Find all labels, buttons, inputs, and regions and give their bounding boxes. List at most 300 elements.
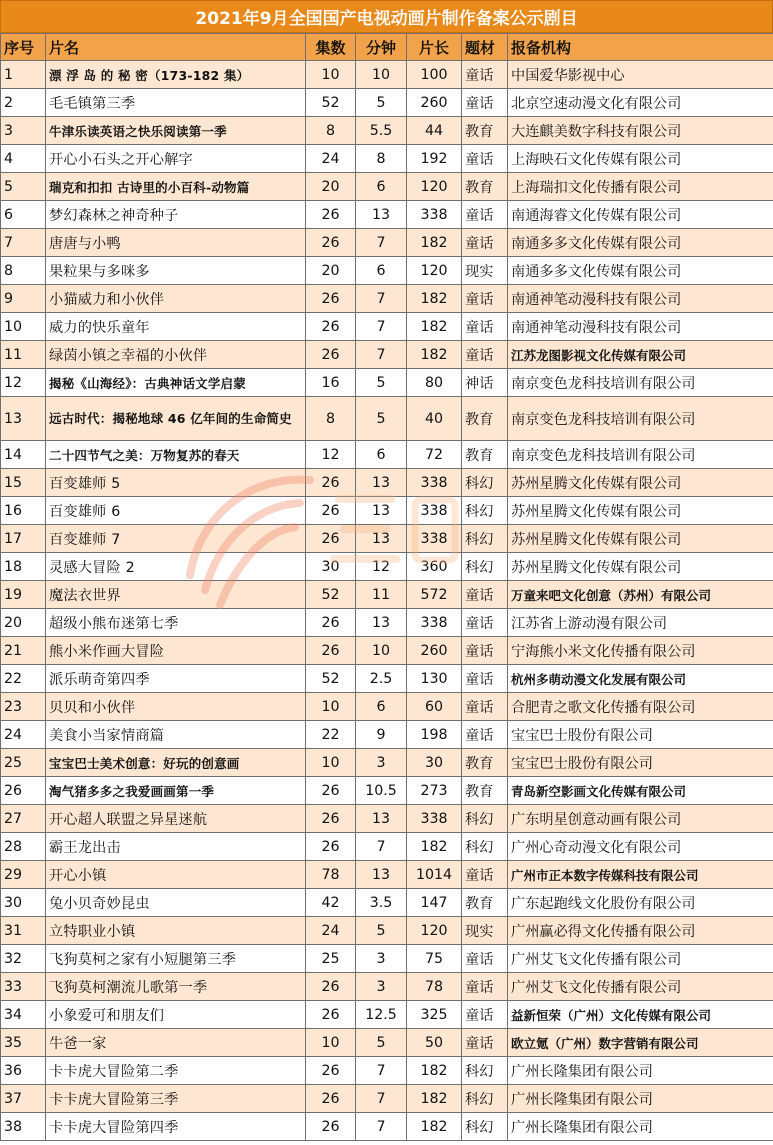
cell-no: 33 [1, 973, 46, 1001]
cell-no: 35 [1, 1029, 46, 1057]
cell-minutes: 3 [356, 749, 407, 777]
table-row [1, 497, 773, 525]
cell-no: 11 [1, 341, 46, 369]
cell-episodes: 20 [306, 173, 356, 201]
cell-no: 27 [1, 805, 46, 833]
cell-genre: 童话 [462, 145, 508, 173]
cell-episodes: 52 [306, 665, 356, 693]
cell-length: 130 [407, 665, 462, 693]
table-row [1, 609, 773, 637]
cell-no: 17 [1, 525, 46, 553]
table-row [1, 945, 773, 973]
cell-no: 4 [1, 145, 46, 173]
cell-name: 百变雄师 7 [46, 525, 306, 553]
cell-no: 2 [1, 89, 46, 117]
cell-minutes: 9 [356, 721, 407, 749]
cell-minutes: 13 [356, 469, 407, 497]
cell-minutes: 5 [356, 89, 407, 117]
cell-name: 威力的快乐童年 [46, 313, 306, 341]
cell-genre: 教育 [462, 441, 508, 469]
table-row [1, 525, 773, 553]
cell-name: 卡卡虎大冒险第三季 [46, 1085, 306, 1113]
cell-org: 广州艾飞文化传播有限公司 [508, 973, 773, 1001]
table-row [1, 441, 773, 469]
cell-length: 30 [407, 749, 462, 777]
cell-org: 苏州星腾文化传媒有限公司 [508, 497, 773, 525]
col-header-org: 报备机构 [508, 34, 773, 61]
cell-org: 欧立氪（广州）数字营销有限公司 [508, 1029, 773, 1057]
cell-episodes: 26 [306, 313, 356, 341]
cell-name: 淘气猪多多之我爱画画第一季 [46, 777, 306, 805]
cell-no: 13 [1, 397, 46, 441]
cell-length: 182 [407, 1085, 462, 1113]
cell-minutes: 6 [356, 173, 407, 201]
cell-episodes: 10 [306, 61, 356, 89]
cell-genre: 童话 [462, 89, 508, 117]
cell-org: 上海映石文化传媒有限公司 [508, 145, 773, 173]
cell-name: 毛毛镇第三季 [46, 89, 306, 117]
cell-episodes: 26 [306, 1113, 356, 1141]
cell-genre: 科幻 [462, 1085, 508, 1113]
cell-episodes: 26 [306, 609, 356, 637]
cell-genre: 科幻 [462, 805, 508, 833]
cell-name: 瑞克和扣扣 古诗里的小百科-动物篇 [46, 173, 306, 201]
cell-episodes: 10 [306, 1029, 356, 1057]
cell-no: 9 [1, 285, 46, 313]
cell-no: 38 [1, 1113, 46, 1141]
cell-org: 青岛新空影画文化传媒有限公司 [508, 777, 773, 805]
cell-no: 22 [1, 665, 46, 693]
cell-length: 338 [407, 469, 462, 497]
cell-no: 1 [1, 61, 46, 89]
table-row [1, 973, 773, 1001]
cell-minutes: 10.5 [356, 777, 407, 805]
cell-name: 小象爱可和朋友们 [46, 1001, 306, 1029]
cell-length: 260 [407, 89, 462, 117]
cell-name: 唐唐与小鸭 [46, 229, 306, 257]
cell-org: 南通海睿文化传媒有限公司 [508, 201, 773, 229]
cell-genre: 童话 [462, 609, 508, 637]
cell-name: 牛津乐读英语之快乐阅读第一季 [46, 117, 306, 145]
table-row [1, 721, 773, 749]
cell-episodes: 26 [306, 1001, 356, 1029]
cell-org: 广州市正本数字传媒科技有限公司 [508, 861, 773, 889]
cell-name: 小猫威力和小伙伴 [46, 285, 306, 313]
cell-length: 100 [407, 61, 462, 89]
cell-org: 广州长隆集团有限公司 [508, 1057, 773, 1085]
cell-genre: 科幻 [462, 525, 508, 553]
table-row [1, 581, 773, 609]
cell-length: 273 [407, 777, 462, 805]
cell-name: 超级小熊布迷第七季 [46, 609, 306, 637]
table-row [1, 61, 773, 89]
cell-minutes: 5 [356, 917, 407, 945]
cell-org: 大连麒美数字科技有限公司 [508, 117, 773, 145]
cell-episodes: 26 [306, 229, 356, 257]
cell-minutes: 13 [356, 497, 407, 525]
cell-episodes: 24 [306, 917, 356, 945]
cell-org: 苏州星腾文化传媒有限公司 [508, 469, 773, 497]
cell-minutes: 7 [356, 1085, 407, 1113]
cell-length: 80 [407, 369, 462, 397]
cell-episodes: 26 [306, 973, 356, 1001]
table-row [1, 201, 773, 229]
cell-org: 广州艾飞文化传播有限公司 [508, 945, 773, 973]
cell-org: 宝宝巴士股份有限公司 [508, 721, 773, 749]
cell-genre: 童话 [462, 201, 508, 229]
cell-episodes: 20 [306, 257, 356, 285]
cell-genre: 童话 [462, 61, 508, 89]
cell-minutes: 5 [356, 1029, 407, 1057]
cell-org: 北京空速动漫文化有限公司 [508, 89, 773, 117]
cell-org: 宁海熊小米文化传播有限公司 [508, 637, 773, 665]
cell-length: 78 [407, 973, 462, 1001]
table-row [1, 833, 773, 861]
cell-length: 40 [407, 397, 462, 441]
cell-genre: 现实 [462, 257, 508, 285]
cell-minutes: 5 [356, 369, 407, 397]
table-row [1, 369, 773, 397]
cell-minutes: 7 [356, 1113, 407, 1141]
page-title: 2021年9月全国国产电视动画片制作备案公示剧目 [0, 0, 773, 33]
cell-org: 广东起跑线文化股份有限公司 [508, 889, 773, 917]
cell-name: 宝宝巴士美术创意：好玩的创意画 [46, 749, 306, 777]
cell-minutes: 10 [356, 637, 407, 665]
cell-name: 飞狗莫柯之家有小短腿第三季 [46, 945, 306, 973]
cell-genre: 童话 [462, 313, 508, 341]
table-row [1, 805, 773, 833]
cell-no: 32 [1, 945, 46, 973]
cell-genre: 童话 [462, 1029, 508, 1057]
cell-org: 中国爱华影视中心 [508, 61, 773, 89]
table-row [1, 145, 773, 173]
cell-name: 百变雄师 6 [46, 497, 306, 525]
cell-episodes: 25 [306, 945, 356, 973]
cell-no: 24 [1, 721, 46, 749]
cell-name: 灵感大冒险 2 [46, 553, 306, 581]
cell-org: 万童来吧文化创意（苏州）有限公司 [508, 581, 773, 609]
table-row [1, 117, 773, 145]
table-row [1, 341, 773, 369]
cell-episodes: 10 [306, 693, 356, 721]
cell-length: 182 [407, 833, 462, 861]
cell-minutes: 7 [356, 341, 407, 369]
cell-episodes: 26 [306, 201, 356, 229]
cell-no: 20 [1, 609, 46, 637]
cell-episodes: 30 [306, 553, 356, 581]
cell-episodes: 22 [306, 721, 356, 749]
cell-length: 182 [407, 1113, 462, 1141]
cell-length: 1014 [407, 861, 462, 889]
table-row [1, 397, 773, 441]
cell-length: 182 [407, 313, 462, 341]
cell-episodes: 10 [306, 749, 356, 777]
cell-length: 120 [407, 173, 462, 201]
cell-org: 上海瑞扣文化传播有限公司 [508, 173, 773, 201]
cell-minutes: 7 [356, 313, 407, 341]
cell-no: 31 [1, 917, 46, 945]
cell-length: 338 [407, 497, 462, 525]
cell-name: 派乐萌奇第四季 [46, 665, 306, 693]
cell-name: 卡卡虎大冒险第四季 [46, 1113, 306, 1141]
cell-minutes: 11 [356, 581, 407, 609]
cell-no: 25 [1, 749, 46, 777]
cell-episodes: 26 [306, 469, 356, 497]
table-row [1, 1029, 773, 1057]
col-header-no: 序号 [1, 34, 46, 61]
cell-org: 广东明星创意动画有限公司 [508, 805, 773, 833]
cell-length: 75 [407, 945, 462, 973]
cell-genre: 童话 [462, 341, 508, 369]
cell-episodes: 26 [306, 805, 356, 833]
cell-genre: 教育 [462, 117, 508, 145]
cell-minutes: 7 [356, 833, 407, 861]
cell-length: 182 [407, 229, 462, 257]
cell-name: 远古时代：揭秘地球 46 亿年间的生命简史 [46, 397, 306, 441]
cell-length: 338 [407, 609, 462, 637]
cell-length: 120 [407, 917, 462, 945]
cell-no: 37 [1, 1085, 46, 1113]
cell-episodes: 78 [306, 861, 356, 889]
cell-length: 360 [407, 553, 462, 581]
cell-episodes: 26 [306, 637, 356, 665]
table-row [1, 257, 773, 285]
col-header-genre: 题材 [462, 34, 508, 61]
table-header-row [1, 34, 773, 61]
cell-genre: 童话 [462, 229, 508, 257]
cell-org: 宝宝巴士股份有限公司 [508, 749, 773, 777]
cell-length: 50 [407, 1029, 462, 1057]
cell-no: 12 [1, 369, 46, 397]
table-row [1, 693, 773, 721]
cell-minutes: 5.5 [356, 117, 407, 145]
col-header-episodes: 集数 [306, 34, 356, 61]
cell-name: 霸王龙出击 [46, 833, 306, 861]
cell-minutes: 13 [356, 609, 407, 637]
table-row [1, 1057, 773, 1085]
cell-episodes: 42 [306, 889, 356, 917]
cell-genre: 教育 [462, 777, 508, 805]
cell-name: 开心小镇 [46, 861, 306, 889]
cell-no: 15 [1, 469, 46, 497]
cell-genre: 童话 [462, 973, 508, 1001]
table-row [1, 1085, 773, 1113]
cell-org: 南通神笔动漫科技有限公司 [508, 285, 773, 313]
cell-no: 28 [1, 833, 46, 861]
cell-episodes: 26 [306, 1057, 356, 1085]
cell-org: 江苏省上游动漫有限公司 [508, 609, 773, 637]
table-row [1, 637, 773, 665]
cell-org: 苏州星腾文化传媒有限公司 [508, 553, 773, 581]
cell-minutes: 7 [356, 1057, 407, 1085]
cell-length: 72 [407, 441, 462, 469]
cell-minutes: 7 [356, 285, 407, 313]
cell-no: 16 [1, 497, 46, 525]
cell-genre: 童话 [462, 945, 508, 973]
cell-name: 开心小石头之开心解字 [46, 145, 306, 173]
cell-genre: 科幻 [462, 1057, 508, 1085]
cell-genre: 童话 [462, 861, 508, 889]
cell-org: 苏州星腾文化传媒有限公司 [508, 525, 773, 553]
table-row [1, 861, 773, 889]
cell-genre: 童话 [462, 581, 508, 609]
cell-episodes: 26 [306, 285, 356, 313]
cell-no: 26 [1, 777, 46, 805]
cell-no: 5 [1, 173, 46, 201]
cell-genre: 神话 [462, 369, 508, 397]
cell-genre: 教育 [462, 397, 508, 441]
cell-org: 广州赢必得文化传播有限公司 [508, 917, 773, 945]
table-row [1, 889, 773, 917]
cell-minutes: 3.5 [356, 889, 407, 917]
col-header-name: 片名 [46, 34, 306, 61]
cell-minutes: 6 [356, 693, 407, 721]
cell-genre: 童话 [462, 693, 508, 721]
cell-episodes: 52 [306, 89, 356, 117]
cell-name: 美食小当家情商篇 [46, 721, 306, 749]
cell-name: 卡卡虎大冒险第二季 [46, 1057, 306, 1085]
cell-genre: 童话 [462, 637, 508, 665]
cell-no: 18 [1, 553, 46, 581]
cell-name: 飞狗莫柯潮流儿歌第一季 [46, 973, 306, 1001]
cell-episodes: 24 [306, 145, 356, 173]
cell-no: 14 [1, 441, 46, 469]
cell-length: 147 [407, 889, 462, 917]
cell-genre: 童话 [462, 721, 508, 749]
cell-org: 江苏龙图影视文化传媒有限公司 [508, 341, 773, 369]
cell-minutes: 6 [356, 441, 407, 469]
cell-minutes: 12 [356, 553, 407, 581]
cell-no: 34 [1, 1001, 46, 1029]
cell-length: 338 [407, 201, 462, 229]
cell-name: 魔法衣世界 [46, 581, 306, 609]
cell-episodes: 12 [306, 441, 356, 469]
cell-org: 广州长隆集团有限公司 [508, 1085, 773, 1113]
cell-minutes: 3 [356, 973, 407, 1001]
cell-name: 漂 浮 岛 的 秘 密（173-182 集） [46, 61, 306, 89]
cell-no: 3 [1, 117, 46, 145]
cell-genre: 教育 [462, 749, 508, 777]
cell-minutes: 7 [356, 229, 407, 257]
cell-genre: 童话 [462, 1001, 508, 1029]
cell-org: 广州心奇动漫文化有限公司 [508, 833, 773, 861]
table-row [1, 777, 773, 805]
cell-name: 绿茵小镇之幸福的小伙伴 [46, 341, 306, 369]
cell-episodes: 26 [306, 525, 356, 553]
table-row [1, 1001, 773, 1029]
cell-length: 60 [407, 693, 462, 721]
cell-length: 325 [407, 1001, 462, 1029]
cell-episodes: 26 [306, 777, 356, 805]
cell-no: 36 [1, 1057, 46, 1085]
cell-no: 10 [1, 313, 46, 341]
table-row [1, 229, 773, 257]
cell-no: 21 [1, 637, 46, 665]
cell-name: 梦幻森林之神奇种子 [46, 201, 306, 229]
cell-length: 260 [407, 637, 462, 665]
cell-no: 23 [1, 693, 46, 721]
cell-genre: 童话 [462, 285, 508, 313]
table-row [1, 749, 773, 777]
cell-name: 开心超人联盟之异星迷航 [46, 805, 306, 833]
cell-no: 29 [1, 861, 46, 889]
cell-name: 立特职业小镇 [46, 917, 306, 945]
cell-length: 120 [407, 257, 462, 285]
cell-no: 6 [1, 201, 46, 229]
cell-genre: 科幻 [462, 1113, 508, 1141]
cell-minutes: 2.5 [356, 665, 407, 693]
cell-minutes: 8 [356, 145, 407, 173]
col-header-minutes: 分钟 [356, 34, 407, 61]
table-row [1, 173, 773, 201]
filing-table [0, 33, 773, 1141]
cell-minutes: 5 [356, 397, 407, 441]
cell-no: 30 [1, 889, 46, 917]
table-row [1, 553, 773, 581]
cell-org: 南京变色龙科技培训有限公司 [508, 397, 773, 441]
cell-length: 338 [407, 805, 462, 833]
cell-minutes: 12.5 [356, 1001, 407, 1029]
cell-minutes: 13 [356, 525, 407, 553]
cell-length: 198 [407, 721, 462, 749]
cell-length: 44 [407, 117, 462, 145]
cell-minutes: 6 [356, 257, 407, 285]
cell-org: 益新恒荣（广州）文化传媒有限公司 [508, 1001, 773, 1029]
cell-minutes: 13 [356, 201, 407, 229]
cell-genre: 教育 [462, 889, 508, 917]
cell-org: 杭州多萌动漫文化发展有限公司 [508, 665, 773, 693]
cell-name: 兔小贝奇妙昆虫 [46, 889, 306, 917]
table-row [1, 89, 773, 117]
col-header-length: 片长 [407, 34, 462, 61]
table-row [1, 665, 773, 693]
cell-minutes: 13 [356, 805, 407, 833]
table-row [1, 917, 773, 945]
cell-genre: 科幻 [462, 497, 508, 525]
cell-org: 广州长隆集团有限公司 [508, 1113, 773, 1141]
cell-episodes: 26 [306, 497, 356, 525]
cell-length: 182 [407, 1057, 462, 1085]
cell-org: 合肥青之歌文化传播有限公司 [508, 693, 773, 721]
cell-name: 揭秘《山海经》：古典神话文学启蒙 [46, 369, 306, 397]
cell-episodes: 8 [306, 397, 356, 441]
cell-episodes: 26 [306, 341, 356, 369]
cell-name: 熊小米作画大冒险 [46, 637, 306, 665]
cell-org: 南通多多文化传媒有限公司 [508, 229, 773, 257]
cell-org: 南京变色龙科技培训有限公司 [508, 369, 773, 397]
cell-org: 南通神笔动漫科技有限公司 [508, 313, 773, 341]
cell-genre: 科幻 [462, 833, 508, 861]
cell-name: 果粒果与多咪多 [46, 257, 306, 285]
cell-no: 19 [1, 581, 46, 609]
cell-no: 7 [1, 229, 46, 257]
cell-genre: 童话 [462, 665, 508, 693]
cell-length: 182 [407, 285, 462, 313]
cell-episodes: 26 [306, 833, 356, 861]
cell-genre: 现实 [462, 917, 508, 945]
cell-no: 8 [1, 257, 46, 285]
table-row [1, 1113, 773, 1141]
cell-episodes: 52 [306, 581, 356, 609]
cell-episodes: 26 [306, 1085, 356, 1113]
cell-length: 572 [407, 581, 462, 609]
cell-minutes: 13 [356, 861, 407, 889]
cell-org: 南通多多文化传媒有限公司 [508, 257, 773, 285]
cell-length: 192 [407, 145, 462, 173]
cell-minutes: 10 [356, 61, 407, 89]
cell-episodes: 8 [306, 117, 356, 145]
cell-length: 182 [407, 341, 462, 369]
